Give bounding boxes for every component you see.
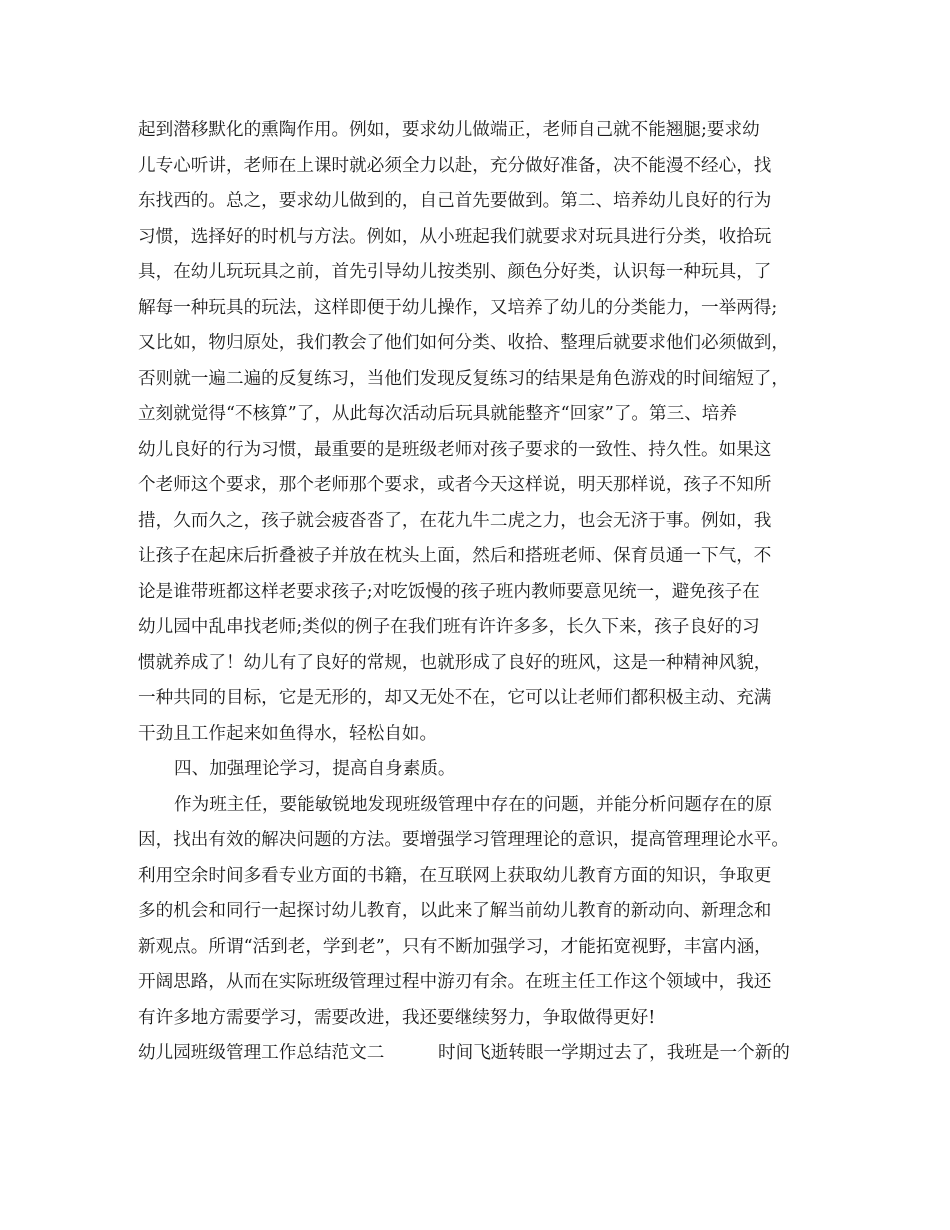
paragraph-line: 开阔思路，从而在实际班级管理过程中游刃有余。在班主任工作这个领域中，我还 — [138, 972, 772, 992]
paragraph-line: 否则就一遍二遍的反复练习，当他们发现反复练习的结果是角色游戏的时间缩短了， — [138, 369, 789, 389]
paragraph-line: 干劲且工作起来如鱼得水，轻松自如。 — [138, 724, 438, 744]
paragraph-line: 时间飞逝转眼一学期过去了，我班是一个新的 — [438, 1043, 790, 1063]
paragraph-line: 让孩子在起床后折叠被子并放在枕头上面，然后和搭班老师、保育员通一下气，不 — [138, 546, 772, 566]
paragraph-line: 一种共同的目标，它是无形的，却又无处不在，它可以让老师们都积极主动、充满 — [138, 688, 772, 708]
paragraph-line: 又比如，物归原处，我们教会了他们如何分类、收拾、整理后就要求他们必须做到， — [138, 333, 789, 353]
paragraph-line: 习惯，选择好的时机与方法。例如，从小班起我们就要求对玩具进行分类，收拾玩 — [138, 227, 772, 247]
paragraph-line: 儿专心听讲，老师在上课时就必须全力以赴，充分做好准备，决不能漫不经心，找 — [138, 156, 772, 176]
paragraph-line: 利用空余时间多看专业方面的书籍，在互联网上获取幼儿教育方面的知识，争取更 — [138, 866, 772, 886]
paragraph-line: 论是谁带班都这样老要求孩子;对吃饭慢的孩子班内教师要意见统一，避免孩子在 — [138, 582, 760, 602]
paragraph-line: 因，找出有效的解决问题的方法。要增强学习管理理论的意识，提高管理理论水平。 — [138, 830, 789, 850]
section-heading: 四、加强理论学习，提高自身素质。 — [174, 759, 456, 779]
paragraph-line: 多的机会和同行一起探讨幼儿教育，以此来了解当前幼儿教育的新动向、新理念和 — [138, 901, 772, 921]
paragraph-line: 东找西的。总之，要求幼儿做到的，自己首先要做到。第二、培养幼儿良好的行为 — [138, 191, 772, 211]
paragraph-line: 幼儿良好的行为习惯，最重要的是班级老师对孩子要求的一致性、持久性。如果这 — [138, 440, 772, 460]
paragraph-line: 具，在幼儿玩玩具之前，首先引导幼儿按类别、颜色分好类，认识每一种玩具，了 — [138, 262, 772, 282]
paragraph-line: 惯就养成了！幼儿有了良好的常规，也就形成了良好的班风，这是一种精神风貌， — [138, 653, 772, 673]
document-title: 幼儿园班级管理工作总结范文二 — [138, 1043, 385, 1063]
paragraph-line: 起到潜移默化的熏陶作用。例如，要求幼儿做端正，老师自己就不能翘腿;要求幼 — [138, 120, 760, 140]
paragraph-line: 个老师这个要求，那个老师那个要求，或者今天这样说，明天那样说，孩子不知所 — [138, 475, 772, 495]
paragraph-line: 措，久而久之，孩子就会疲沓沓了，在花九牛二虎之力，也会无济于事。例如，我 — [138, 511, 772, 531]
paragraph-line: 新观点。所谓“活到老，学到老”，只有不断加强学习，才能拓宽视野，丰富内涵， — [138, 937, 772, 957]
paragraph-line: 作为班主任，要能敏锐地发现班级管理中存在的问题，并能分析问题存在的原 — [174, 795, 773, 815]
paragraph-line: 有许多地方需要学习，需要改进，我还要继续努力，争取做得更好! — [138, 1008, 656, 1028]
paragraph-line: 解每一种玩具的玩法，这样即便于幼儿操作，又培养了幼儿的分类能力，一举两得; — [138, 298, 778, 318]
paragraph-line: 立刻就觉得“不核算”了，从此每次活动后玩具就能整齐“回家”了。第三、培养 — [138, 404, 737, 424]
paragraph-line: 幼儿园中乱串找老师;类似的例子在我们班有许许多多，长久下来，孩子良好的习 — [138, 617, 760, 637]
